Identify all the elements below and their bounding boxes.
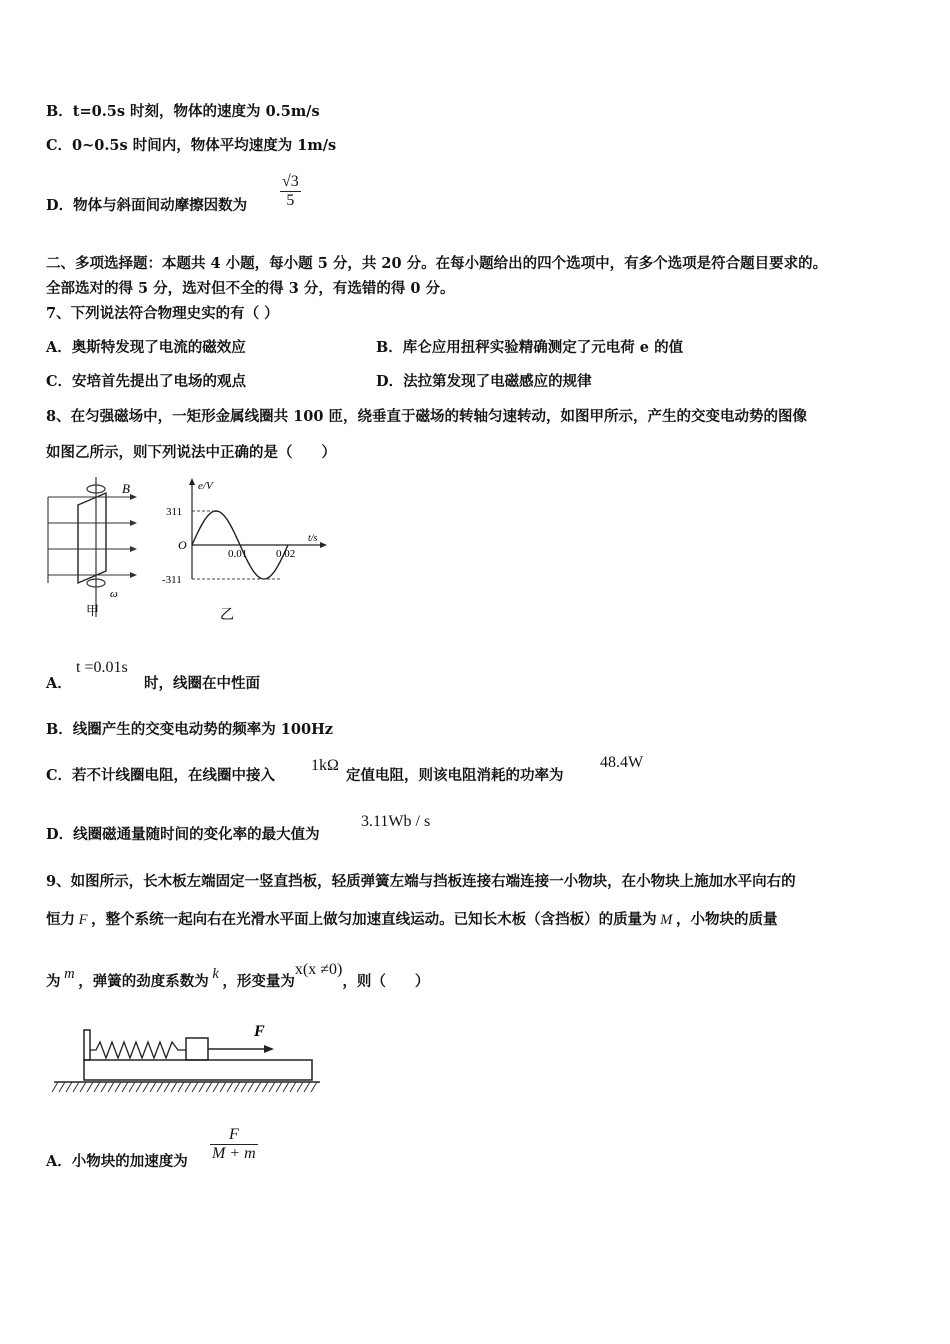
- tick-311: 311: [166, 506, 183, 518]
- origin-label: O: [178, 538, 187, 552]
- hatch-line: [66, 1082, 72, 1092]
- hatch-line: [164, 1082, 170, 1092]
- hatch-line: [241, 1082, 247, 1092]
- hatch-line: [255, 1082, 261, 1092]
- hatch-line: [94, 1082, 100, 1092]
- hatch-line: [80, 1082, 86, 1092]
- t-axis-label: t/s: [308, 533, 318, 544]
- q9-stem-line2: 恒力 F ，整个系统一起向右在光滑水平面上做匀加速直线运动。已知长木板（含挡板）的质量为 M ，小物块的质量: [46, 911, 778, 928]
- hatch-line: [304, 1082, 310, 1092]
- tick-0-01: 0.01: [228, 548, 248, 560]
- section-2-title: 二、多项选择题：本题共 4 小题，每小题 5 分，共 20 分。在每小题给出的四个选项中，有多个选项是符合题目要求的。: [46, 255, 828, 272]
- hatch-line: [220, 1082, 226, 1092]
- coil-loop: [78, 493, 106, 583]
- hatch-line: [192, 1082, 198, 1092]
- q8-option-a-text: 时，线圈在中性面: [144, 675, 260, 692]
- hatch-line: [206, 1082, 212, 1092]
- hatch-line: [199, 1082, 205, 1092]
- q6-option-c: C．0~0.5s 时间内，物体平均速度为 1m/s: [46, 137, 337, 154]
- hatch-line: [136, 1082, 142, 1092]
- q7-option-b: B．库仑应用扭秤实验精确测定了元电荷 e 的值: [376, 339, 684, 356]
- force-label: F: [254, 1023, 265, 1040]
- q7-option-a: A．奥斯特发现了电流的磁效应: [46, 339, 246, 356]
- field-lines: [48, 497, 130, 583]
- hatch-line: [73, 1082, 79, 1092]
- fraction-denominator: 5: [286, 192, 295, 209]
- q8-option-c-text1: C．若不计线圈电阻，在线圈中接入: [46, 767, 276, 784]
- q8-option-d-text: D．线圈磁通量随时间的变化率的最大值为: [46, 826, 320, 843]
- section-2-instructions: 全部选对的得 5 分，选对但不全的得 3 分，有选错的得 0 分。: [46, 280, 455, 297]
- hatch-line: [213, 1082, 219, 1092]
- hatch-line: [290, 1082, 296, 1092]
- ground-hatching: [52, 1082, 317, 1092]
- omega-label: ω: [110, 588, 118, 600]
- hatch-line: [101, 1082, 107, 1092]
- hatch-line: [129, 1082, 135, 1092]
- hatch-line: [157, 1082, 163, 1092]
- long-board: [84, 1060, 312, 1080]
- q9-figure: [48, 1018, 328, 1098]
- q8-stem-line1: 8、在匀强磁场中，一矩形金属线圈共 100 匝，绕垂直于磁场的转轴匀速转动，如图甲所示，产生的交变电动势的图像: [46, 408, 807, 425]
- q8-option-c-power: 48.4W: [600, 754, 644, 771]
- figure-label-yi: 乙: [220, 608, 234, 623]
- hatch-line: [171, 1082, 177, 1092]
- hatch-line: [108, 1082, 114, 1092]
- fraction-numerator: √3: [282, 173, 299, 190]
- emf-graph: [162, 478, 327, 623]
- q7-option-d: D．法拉第发现了电磁感应的规律: [376, 373, 592, 390]
- hatch-line: [185, 1082, 191, 1092]
- hatch-line: [262, 1082, 268, 1092]
- q8-option-a-label: A．: [46, 675, 72, 692]
- hatch-line: [143, 1082, 149, 1092]
- q8-figure: [40, 475, 340, 627]
- fraction-denominator: M + m: [212, 1145, 256, 1162]
- tick-0-02: 0.02: [276, 548, 296, 560]
- q8-option-c-resistance: 1kΩ: [311, 757, 339, 774]
- q6-option-b: B．t=0.5s 时刻，物体的速度为 0.5m/s: [46, 103, 320, 120]
- hatch-line: [150, 1082, 156, 1092]
- baffle-plate: [84, 1030, 90, 1060]
- coil-diagram: [48, 477, 137, 618]
- hatch-line: [269, 1082, 275, 1092]
- q7-stem: 7、下列说法符合物理史实的有（ ）: [46, 305, 279, 322]
- field-arrowheads: [130, 494, 137, 578]
- spring: [90, 1042, 186, 1058]
- q7-option-c: C．安培首先提出了电场的观点: [46, 373, 247, 390]
- hatch-line: [276, 1082, 282, 1092]
- q8-option-c-text2: 定值电阻，则该电阻消耗的功率为: [346, 767, 564, 784]
- q6-option-d-fraction: [280, 173, 301, 210]
- hatch-line: [52, 1082, 58, 1092]
- hatch-line: [227, 1082, 233, 1092]
- q6-option-d: D．物体与斜面间动摩擦因数为: [46, 197, 248, 214]
- hatch-line: [297, 1082, 303, 1092]
- q8-stem-line2: 如图乙所示，则下列说法中正确的是（ ）: [46, 444, 336, 461]
- hatch-line: [178, 1082, 184, 1092]
- hatch-line: [248, 1082, 254, 1092]
- hatch-line: [115, 1082, 121, 1092]
- q9-stem-line3: 为 m ，弹簧的劲度系数为 k ，形变量为x(x ≠0)，则（ ）: [46, 961, 430, 990]
- q9-option-a-text: A．小物块的加速度为: [46, 1153, 188, 1170]
- e-axis-label: e/V: [198, 480, 213, 492]
- hatch-line: [311, 1082, 317, 1092]
- q9-option-a-fraction: [210, 1126, 258, 1163]
- figure-label-jia: 甲: [86, 603, 100, 618]
- q9-stem-line1: 9、如图所示，长木板左端固定一竖直挡板，轻质弹簧左端与挡板连接右端连接一小物块，在小物块上施加水平向右的: [46, 873, 796, 890]
- hatch-line: [87, 1082, 93, 1092]
- hatch-line: [234, 1082, 240, 1092]
- hatch-line: [59, 1082, 65, 1092]
- hatch-line: [283, 1082, 289, 1092]
- hatch-line: [122, 1082, 128, 1092]
- q8-option-d-math: 3.11Wb / s: [361, 813, 431, 830]
- field-label-b: B: [122, 481, 130, 496]
- tick-neg311: -311: [162, 574, 182, 586]
- small-block: [186, 1038, 208, 1060]
- q8-option-a-math: t =0.01s: [76, 659, 128, 676]
- fraction-numerator: F: [210, 1126, 258, 1145]
- q8-option-b: B．线圈产生的交变电动势的频率为 100Hz: [46, 721, 334, 738]
